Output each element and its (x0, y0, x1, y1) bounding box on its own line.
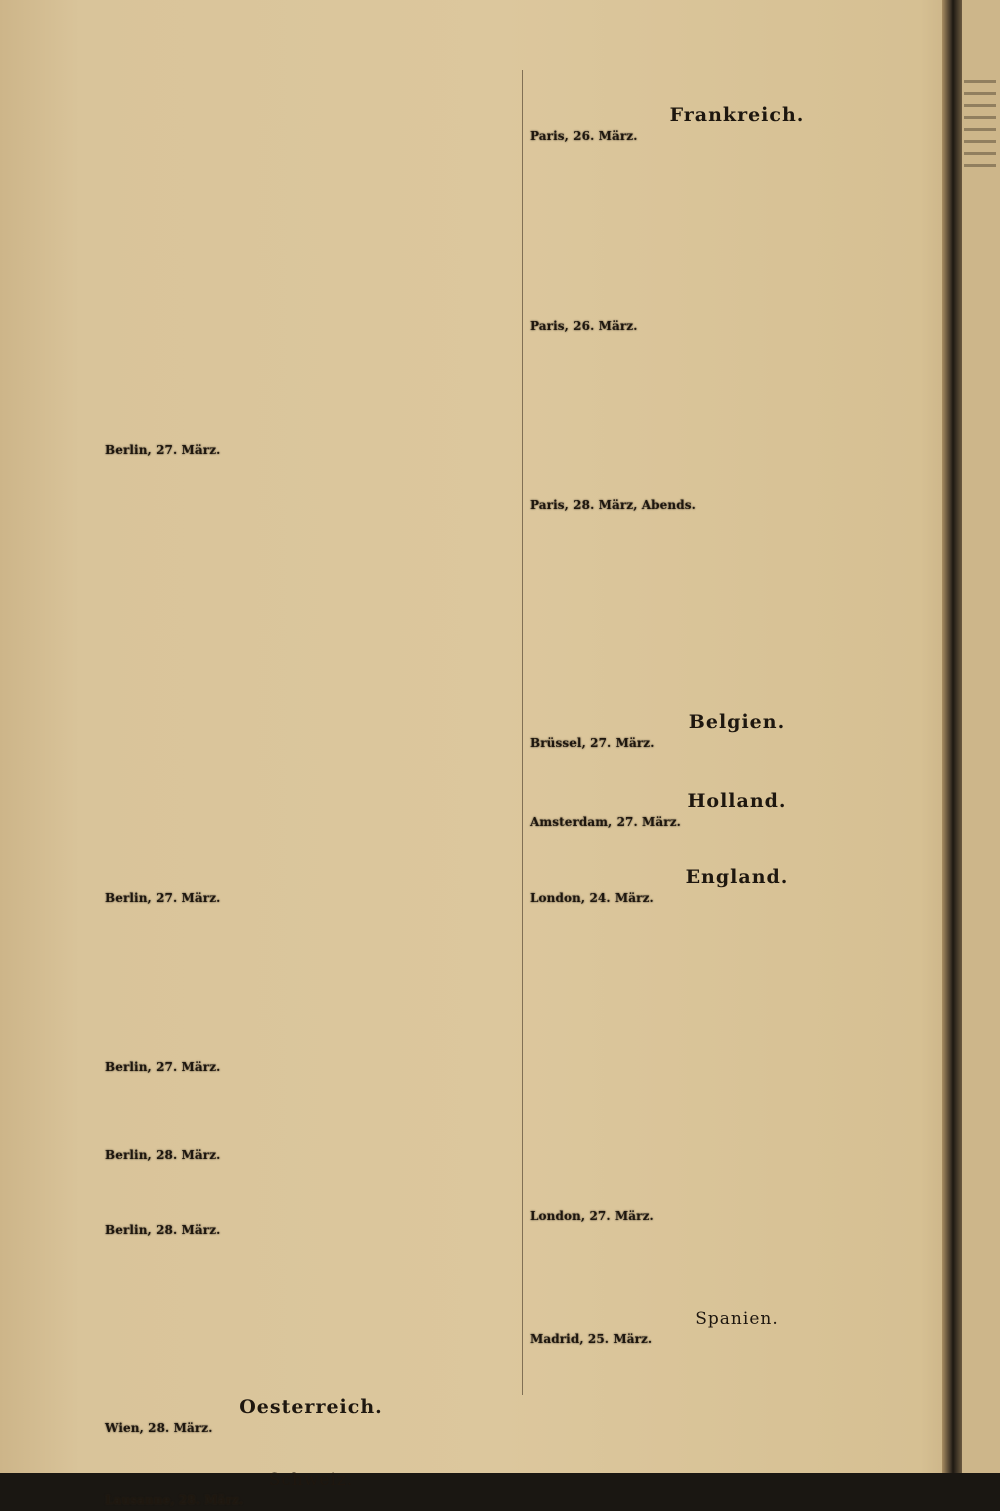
section-heading: Belgien. (688, 711, 786, 734)
text-line (964, 80, 996, 83)
article-paragraph (105, 892, 517, 906)
article-paragraph (530, 499, 944, 513)
article-paragraph (530, 320, 944, 334)
text-line (964, 140, 996, 143)
article-paragraph (105, 1166, 517, 1222)
article-paragraph (105, 1422, 517, 1436)
article-paragraph (105, 1149, 517, 1163)
article-paragraph (105, 909, 517, 1059)
article-dateline: Berlin, 28. März. (105, 1222, 221, 1237)
article-paragraph (530, 908, 944, 1208)
article-paragraph (530, 737, 944, 751)
article-paragraph (105, 460, 517, 890)
right-column (530, 70, 944, 1349)
article-paragraph (530, 515, 944, 705)
article-paragraph (105, 1224, 517, 1238)
article-paragraph (105, 444, 517, 458)
article-paragraph (530, 130, 944, 144)
text-line (964, 128, 996, 131)
section-heading: Schweiz. (268, 1470, 354, 1491)
section-heading: Oesterreich. (239, 1396, 383, 1419)
text-line (964, 152, 996, 155)
section-heading: Spanien. (695, 1308, 779, 1329)
article-dateline: Wien, 28. März. (105, 1421, 213, 1436)
article-paragraph (530, 1227, 944, 1303)
left-column (105, 70, 517, 1511)
article-dateline: Berlin, 28. März. (105, 1148, 221, 1163)
column-rule (522, 70, 523, 1395)
article-dateline: Paris, 26. März. (530, 319, 638, 334)
article-paragraph (105, 1240, 517, 1390)
article-paragraph (105, 1438, 517, 1464)
article-dateline: Brüssel, 27. März. (530, 736, 655, 751)
article-paragraph (530, 146, 944, 318)
binding-fold (942, 0, 962, 1473)
section-heading: Holland. (687, 789, 787, 812)
article-paragraph (530, 1210, 944, 1224)
section-heading: Frankreich. (669, 104, 805, 126)
article-dateline: Berlin, 27. März. (105, 443, 221, 457)
text-line (964, 104, 996, 107)
article-paragraph (530, 337, 944, 497)
text-line (964, 92, 996, 95)
article-dateline: Amsterdam, 27. März. (530, 814, 681, 829)
article-paragraph (530, 754, 944, 784)
article-paragraph (530, 892, 944, 906)
article-paragraph (105, 1077, 517, 1147)
article-dateline: Madrid, 25. März. (530, 1331, 653, 1346)
article-dateline: Berlin, 27. März. (105, 1059, 221, 1074)
article-dateline: London, 24. März. (530, 891, 654, 906)
article-paragraph (530, 816, 944, 830)
article-dateline: London, 27. März. (530, 1209, 654, 1224)
article-dateline: Berlin, 27. März. (105, 891, 221, 906)
text-line (964, 116, 996, 119)
article-dateline: Lausanne, 28. März. (105, 1493, 244, 1508)
section-heading: England. (685, 866, 789, 889)
article-paragraph (530, 832, 944, 860)
article-paragraph (530, 70, 944, 98)
article-paragraph (530, 1333, 944, 1347)
article-dateline: Paris, 26. März. (530, 129, 638, 143)
article-paragraph (105, 1494, 517, 1508)
adjacent-page-edge (962, 0, 1000, 1473)
article-paragraph (105, 70, 517, 442)
article-dateline: Paris, 28. März, Abends. (530, 497, 696, 512)
text-line (964, 164, 996, 167)
article-paragraph (105, 1061, 517, 1075)
